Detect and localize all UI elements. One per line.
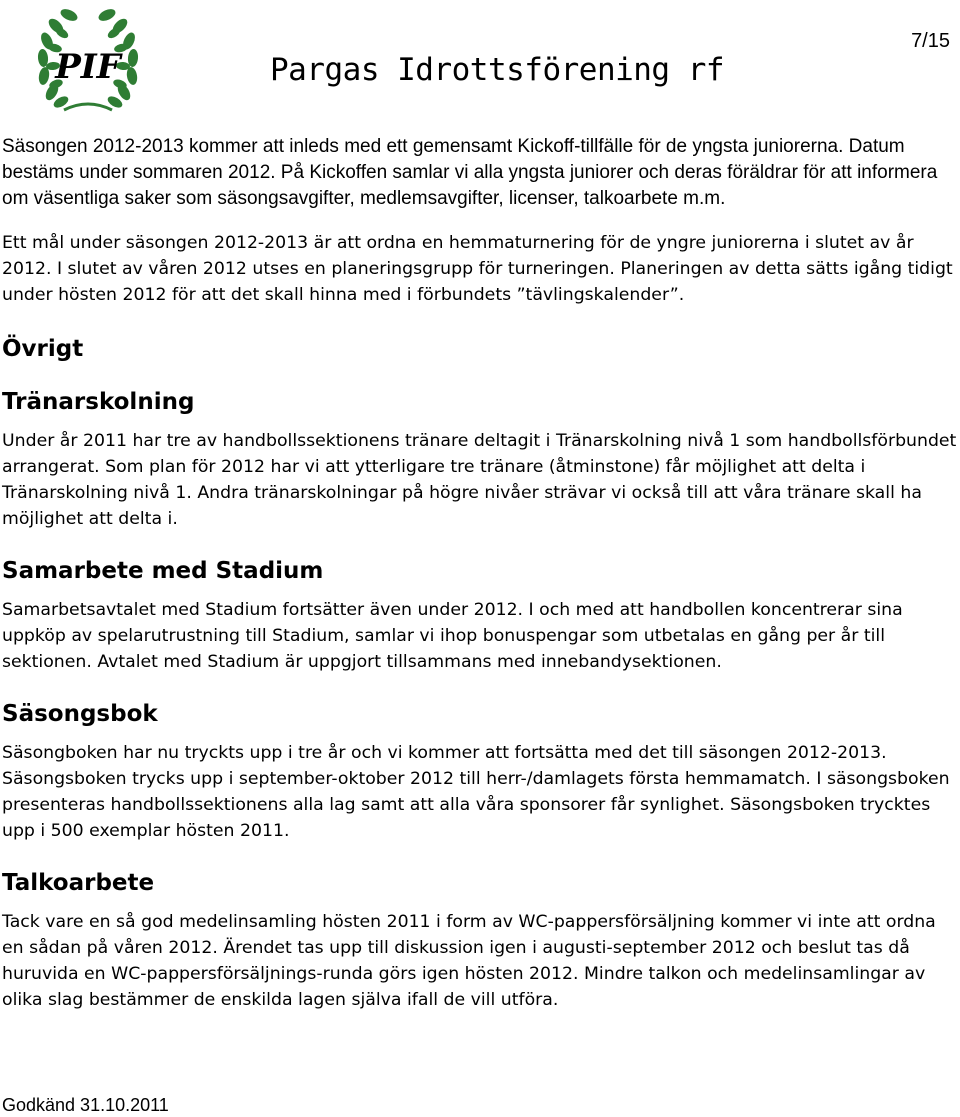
heading-stadium: Samarbete med Stadium	[2, 558, 324, 584]
header-title: Pargas Idrottsförening rf	[270, 52, 725, 88]
paragraph-talkoarbete: Tack vare en så god medelinsamling hösten 2011 i form av WC-pappersförsäljning kommer vi inte att ordna en sådan på våren 2012. Ärendet tas upp till diskussion igen i augusti-september 2012 och beslut tas då huruvida en WC-pappersförsäljnings-runda görs igen hösten 2012. Mindre talkon och medelinsamlingar av olika slag bestämmer de enskilda lagen själva ifall de vill utföra.	[2, 912, 936, 1010]
footer-approved: Godkänd 31.10.2011	[2, 1095, 169, 1115]
paragraph-kickoff: Säsongen 2012-2013 kommer att inleds med ett gemensamt Kickoff-tillfälle för de yngsta juniorerna. Datum bestäms under sommaren 2012. På Kickoffen samlar vi alla yngsta juniorer och deras föräldrar för att informera om väsentliga saker som säsongsavgifter, medlemsavgifter, licenser, talkoarbete m.m.	[2, 136, 938, 209]
pif-logo	[34, 6, 142, 118]
paragraph-sasongsbok: Säsongboken har nu tryckts upp i tre år och vi kommer att fortsätta med det till säsongen 2012-2013. Säsongsboken trycks upp i september-oktober 2012 till herr-/damlagets första hemmamatch. I säsongsboken presenteras handbollssektionens alla lag samt att alla våra sponsorer får synlighet. Säsongsboken trycktes upp i 500 exemplar hösten 2011.	[2, 743, 950, 841]
paragraph-tranarskolning: Under år 2011 har tre av handbollssektionens tränare deltagit i Tränarskolning nivå 1 som handbollsförbundet arrangerat. Som plan för 2012 har vi att ytterligare tre tränare (åtminstone) får möjlighet att delta i Tränarskolning nivå 1. Andra tränarskolningar på högre nivåer strävar vi också till att våra tränare skall ha möjlighet att delta i.	[2, 431, 957, 529]
logo-text: PIF	[55, 47, 121, 87]
paragraph-stadium: Samarbetsavtalet med Stadium fortsätter även under 2012. I och med att handbollen koncentrerar sina uppköp av spelarutrustning till Stadium, samlar vi ihop bonuspengar som utbetalas en gång per år till sektionen. Avtalet med Stadium är uppgjort tillsammans med innebandysektionen.	[2, 600, 903, 672]
document-body	[2, 134, 958, 1013]
heading-talkoarbete: Talkoarbete	[2, 870, 155, 896]
heading-sasongsbok: Säsongsbok	[2, 701, 158, 727]
heading-ovrigt: Övrigt	[2, 336, 84, 362]
paragraph-hemmaturnering: Ett mål under säsongen 2012-2013 är att ordna en hemmaturnering för de yngre juniorerna i slutet av år 2012. I slutet av våren 2012 utses en planeringsgrupp för turneringen. Planeringen av detta sätts igång tidigt under hösten 2012 för att det skall hinna med i förbundets ”tävlingskalender”.	[2, 233, 953, 305]
page-number: 7/15	[911, 30, 950, 52]
heading-tranarskolning: Tränarskolning	[2, 389, 195, 415]
